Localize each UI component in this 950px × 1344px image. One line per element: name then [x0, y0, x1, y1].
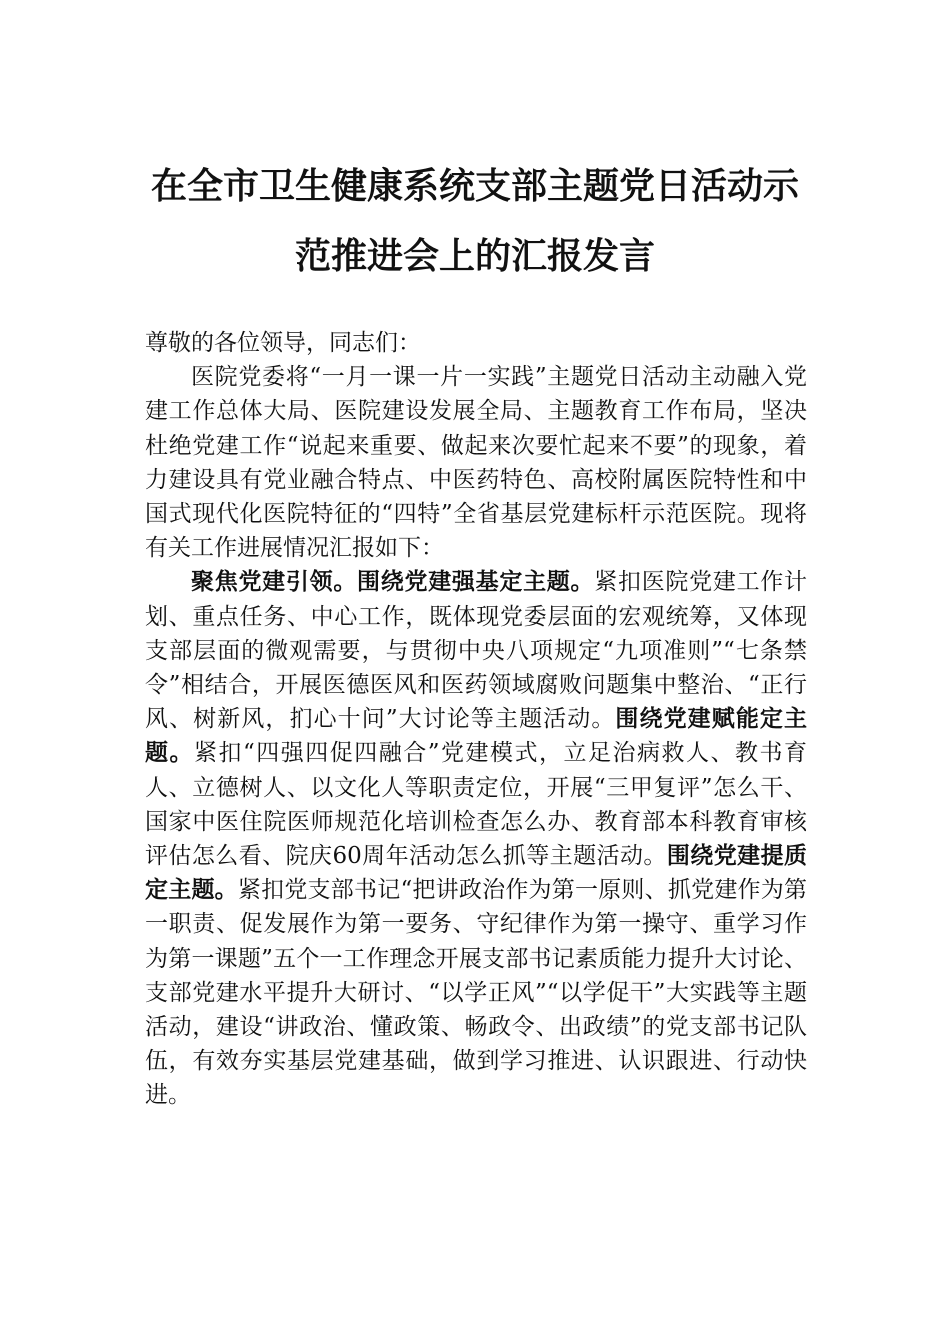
greeting: 尊敬的各位领导，同志们： [145, 330, 421, 356]
subsection-text-2: 紧扣“四强四促四融合”党建模式，立足治病救人、教书育人、立德树人、以文化人等职责定位，开展“三甲复评”怎么干、国家中医住院医师规范化培训检查怎么办、教育部本科教育审核评估怎么看、院庆60周年活动怎么抓等主题活动。 [145, 740, 807, 870]
party-building-paragraph [145, 565, 807, 1112]
subsection-heading-2: 围绕党建赋能定主题。 [145, 705, 808, 767]
document-title-line-2: 范推进会上的汇报发言 [294, 235, 655, 277]
document-title-line-1: 在全市卫生健康系统支部主题党日活动示 [150, 165, 799, 207]
subsection-heading-3: 围绕党建提质定主题。 [145, 842, 807, 904]
subsection-text-1: 紧扣医院党建工作计划、重点任务、中心工作，既体现党委层面的宏观统筹，又体现支部层面的微观需要，与贯彻中央八项规定“九项准则”“七条禁令”相结合，开展医德医风和医药领域腐败问题集中整治、“正行风、树新风，扪心十问”大讨论等主题活动。 [145, 569, 808, 733]
document-body [145, 326, 807, 1113]
section-heading: 聚焦党建引领。 [191, 568, 358, 596]
subsection-text-3: 紧扣党支部书记“把讲政治作为第一原则、抓党建作为第一职责、促发展作为第一要务、守纪律作为第一操守、重学习作为第一课题”五个一工作理念开展支部书记素质能力提升大讨论、支部党建水平提升大研讨、“以学正风”“以学促干”大实践等主题活动，建设“讲政治、懂政策、畅政令、出政绩”的党支部书记队伍，有效夯实基层党建基础，做到学习推进、认识跟进、行动快进。 [145, 877, 807, 1109]
intro-paragraph: 医院党委将“一月一课一片一实践”主题党日活动主动融入党建工作总体大局、医院建设发展全局、主题教育工作布局，坚决杜绝党建工作“说起来重要、做起来次要忙起来不要”的现象，着力建设具有党业融合特点、中医药特色、高校附属医院特性和中国式现代化医院特征的“四特”全省基层党建标杆示范医院。现将有关工作进展情况汇报如下： [145, 364, 807, 562]
subsection-heading-1: 围绕党建强基定主题。 [357, 568, 595, 596]
